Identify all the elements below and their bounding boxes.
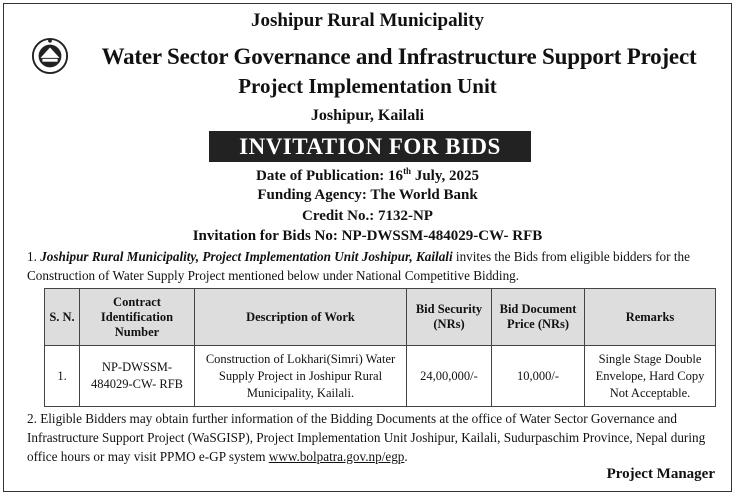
government-emblem-icon — [31, 37, 69, 75]
ifb-banner: INVITATION FOR BIDS — [209, 131, 531, 162]
municipality-title: Joshipur Rural Municipality — [251, 10, 484, 31]
paragraph-1: 1. Joshipur Rural Municipality, Project Implementation Unit Joshipur, Kailali invites the Bids from eligible bidders for the Construction of Water Supply Project mentioned below under National Competitive Bidding. — [27, 249, 690, 283]
header-doc-price: Bid Document Price (NRs) — [492, 289, 585, 346]
table-header-row — [45, 289, 716, 346]
location-title: Joshipur, Kailali — [310, 107, 425, 124]
credit-number: Credit No.: 7132-NP — [302, 208, 433, 224]
header-bid-security: Bid Security (NRs) — [407, 289, 492, 346]
publication-date: Date of Publication: 16th July, 2025 — [255, 166, 480, 184]
signoff: Project Manager — [606, 466, 715, 482]
cell-remarks: Single Stage Double Envelope, Hard Copy Not Acceptable. — [585, 346, 716, 407]
project-title: Water Sector Governance and Infrastructure Support Project — [101, 44, 697, 69]
notice-page — [3, 3, 732, 492]
bid-number: Invitation for Bids No: NP-DWSSM-484029-CW- RFB — [192, 228, 543, 244]
cell-doc-price: 10,000/- — [492, 346, 585, 407]
egp-link[interactable]: www.bolpatra.gov.np/egp — [268, 449, 405, 464]
table-row — [45, 346, 716, 407]
header-description: Description of Work — [195, 289, 407, 346]
cell-sn: 1. — [45, 346, 80, 407]
paragraph-2: 2. Eligible Bidders may obtain further information of the Bidding Documents at the office of Water Sector Governance and Infrastructure Support Project (WaSGISP), Project Implementation Unit Joshipur, Kailali, Sudurpaschim Province, Nepal during office hours or may visit PPMO e-GP system www.bolpatra.gov.np/egp. — [27, 411, 706, 464]
header-sn: S. N. — [45, 289, 80, 346]
header-remarks: Remarks — [585, 289, 716, 346]
funding-agency: Funding Agency: The World Bank — [257, 187, 478, 203]
cell-description: Construction of Lokhari(Simri) Water Supply Project in Joshipur Rural Municipality, Kailali. — [195, 346, 407, 407]
unit-title: Project Implementation Unit — [238, 74, 497, 98]
cell-bid-security: 24,00,000/- — [407, 346, 492, 407]
cell-contract-id: NP-DWSSM-484029-CW- RFB — [80, 346, 195, 407]
bid-table — [44, 288, 716, 407]
header-contract-id: Contract Identification Number — [80, 289, 195, 346]
